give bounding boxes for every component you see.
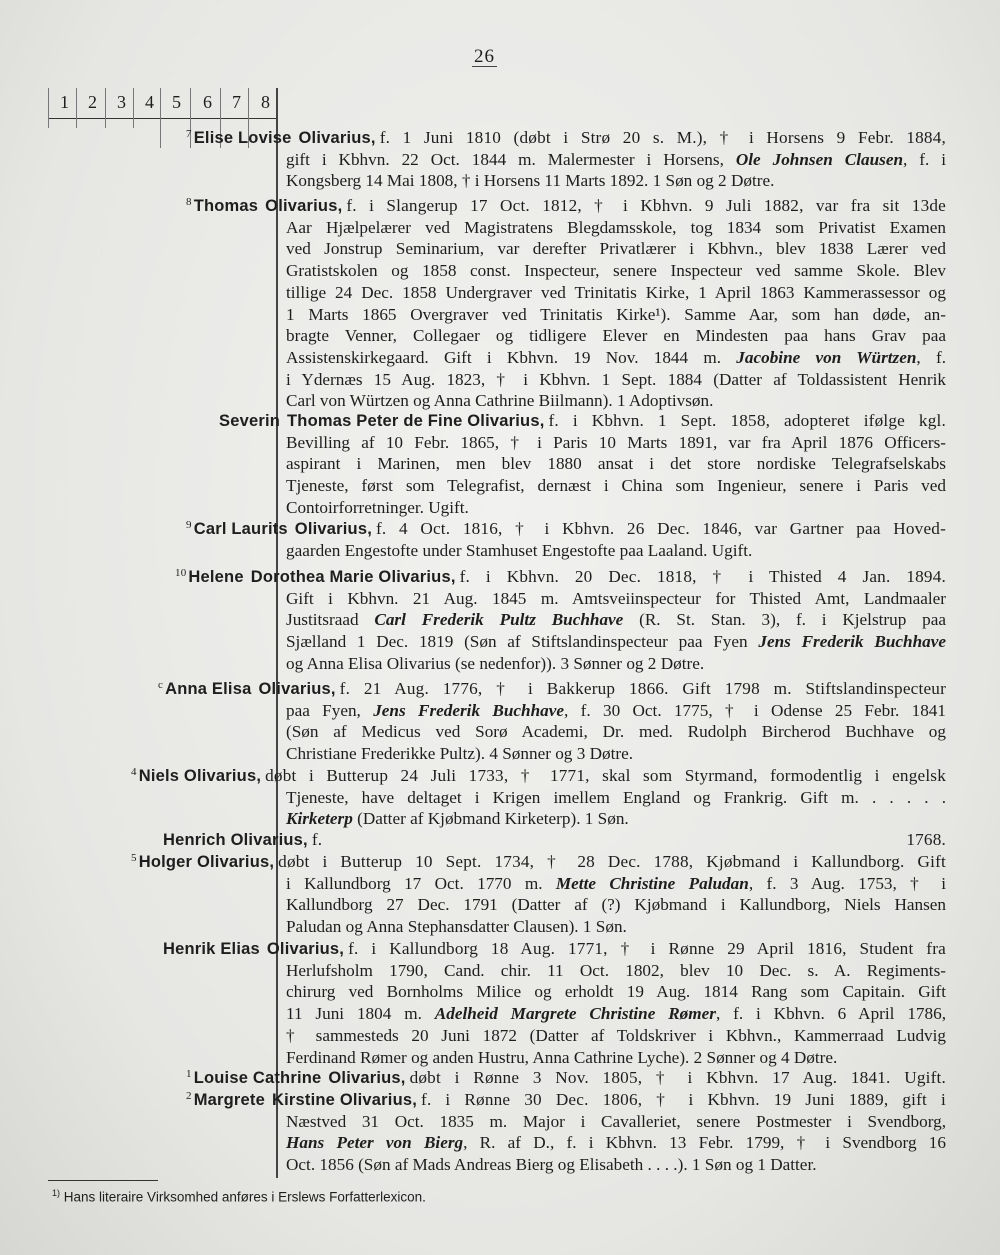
entry-text-line: Ferdinand Rømer og anden Hustru, Anna Cathrine Lyche). 2 Sønner og 4 Døtre. [286,1047,838,1067]
entry-text-line: tillige 24 Dec. 1858 Undergraver ved Trinitatis Kirke, 1 April 1863 Kammerassessor og [286,282,946,302]
entry-text-line: Kongsberg 14 Mai 1808, † i Horsens 11 Marts 1892. 1 Søn og 2 Døtre. [286,171,775,191]
entry-text-line: Oct. 1856 (Søn af Mads Andreas Bierg og Elisabeth . . . .). 1 Søn og 1 Datter. [286,1155,817,1175]
entry-text-line: gaarden Engestofte under Stamhuset Engestofte paa Laaland. Ugift. [286,540,753,560]
entry-text-line: chirurg ved Bornholms Milice og erholdt 19 Aug. 1814 Rang som Capitain. Gift [286,982,946,1002]
page-number: 26 [474,46,495,67]
entry-text-line: Kirketerp (Datter af Kjøbmand Kirketerp). 1 Søn. [286,809,629,829]
entry-text-line: Kallundborg 27 Dec. 1791 (Datter af (?) Kjøbmand i Kallundborg, Niels Hansen [286,895,946,915]
entry-surname: Olivarius, [266,940,345,958]
entry-first-line-text: f. i Kbhvn. 20 Dec. 1818, † i Thisted 4 Jan. 1894. [459,567,946,586]
entry-marker: 1 [186,1068,192,1080]
footnote-rule [48,1180,158,1181]
entry-text-line: i Ydernæs 15 Aug. 1823, † i Kbhvn. 1 Sept. 1884 (Datter af Toldassistent Henrik [286,369,946,389]
entry-name-line [175,566,946,587]
footnote [52,1188,426,1205]
entry-name-line [186,127,946,148]
entry-text-line: paa Fyen, Jens Frederik Buchhave, f. 30 Oct. 1775, † i Odense 25 Febr. 1841 [286,700,946,720]
entry-surname: Olivarius, [258,680,336,698]
entry-given-name: Henrich Olivarius, [163,831,308,849]
entry-text-line: Gratistskolen og 1858 const. Inspecteur, senere Inspecteur ved samme Skole. Blev [286,261,946,281]
entry-first-line-text: f. 1768. [311,830,946,849]
column-header: 7 [232,92,241,112]
column-header: 5 [172,92,181,112]
entry-name-line [186,1067,946,1088]
entry-marker: 9 [186,519,192,531]
entry-surname: Olivarius, [328,1069,406,1087]
entry-first-line-text: døbt i Butterup 24 Juli 1733, † 1771, skal som Styrmand, formodentlig i engelsk [265,766,946,785]
entry-text-line: Tjeneste, have deltaget i Krigen imellem England og Frankrig. Gift m. . . . . . [286,787,946,807]
entry-name-line [163,938,946,959]
column-header: 6 [203,92,212,112]
column-line [105,88,106,128]
entry-name-line [163,829,946,850]
entry-marker: 8 [186,196,192,208]
entry-given-name: Helene [188,568,244,586]
entry-text-line: Bevilling af 10 Febr. 1865, † i Paris 10 Marts 1891, var fra April 1876 Officers- [286,432,946,452]
entry-first-line-text: f. i Slangerup 17 Oct. 1812, † i Kbhvn. 9 Juli 1882, var fra sit 13de [346,196,946,215]
entry-first-line-text: døbt i Rønne 3 Nov. 1805, † i Kbhvn. 17 Aug. 1841. Ugift. [409,1068,946,1087]
entry-text-line: (Søn af Medicus ved Sorø Academi, Dr. med. Rudolph Bircherod Buchhave og [286,722,946,742]
column-line [133,88,134,128]
entry-text-line: aspirant i Marinen, men blev 1880 ansat i det store nordiske Telegrafselskabs [286,454,946,474]
entry-name-line [219,410,946,431]
entry-marker: 2 [186,1090,192,1102]
entry-text-line: Contoirforretninger. Ugift. [286,497,469,517]
entry-marker: 5 [131,852,137,864]
entry-first-line-text: f. i Kallundborg 18 Aug. 1771, † i Rønne 29 April 1816, Student fra [348,939,946,958]
column-line [76,88,77,128]
entry-text-line: 11 Juni 1804 m. Adelheid Margrete Christine Rømer, f. i Kbhvn. 6 April 1786, [286,1004,946,1024]
entry-surname: Kirstine Olivarius, [272,1091,418,1109]
entry-text-line: Assistenskirkegaard. Gift i Kbhvn. 19 Nov. 1844 m. Jacobine von Würtzen, f. [286,347,946,367]
column-header: 1 [60,92,69,112]
entry-text-line: i Kallundborg 17 Oct. 1770 m. Mette Christine Paludan, f. 3 Aug. 1753, † i [286,873,946,893]
entry-marker: 7 [186,128,192,140]
entry-text-line: Carl von Würtzen og Anna Cathrine Biilmann). 1 Adoptivsøn. [286,391,714,411]
entry-given-name: Niels Olivarius, [138,767,262,785]
entry-text-line: Herlufsholm 1790, Cand. chir. 11 Oct. 1802, blev 10 Dec. s. A. Regiments- [286,960,946,980]
entry-name-line [186,518,946,539]
entry-given-name: Severin [219,412,281,430]
entry-name-line [131,851,946,872]
entry-first-line-text: f. 4 Oct. 1816, † i Kbhvn. 26 Dec. 1846, var Gartner paa Hoved- [376,519,946,538]
column-header: 8 [261,92,270,112]
entry-surname: Dorothea Marie Olivarius, [250,568,456,586]
column-header: 2 [88,92,97,112]
entry-first-line-text: døbt i Butterup 10 Sept. 1734, † 28 Dec. 1788, Kjøbmand i Kallundborg. Gift [278,852,946,871]
entry-given-name: Henrik Elias [163,940,260,958]
column-line [48,88,49,128]
entry-first-line-text: f. i Kbhvn. 1 Sept. 1858, adopteret ifølge kgl. [548,411,946,430]
entry-text-line: Christiane Frederikke Pultz). 4 Sønner og 3 Døtre. [286,744,634,764]
entry-text-line: † sammesteds 20 Juni 1872 (Datter af Toldskriver i Kbhvn., Kammerraad Ludvig [286,1025,946,1045]
column-line [276,88,278,1178]
entry-marker: 10 [175,567,187,579]
entry-text-line: ved Jonstrup Seminarium, var derefter Privatlærer i Kbhvn., blev 1838 Lærer ved [286,239,946,259]
entry-text-line: Sjælland 1 Dec. 1819 (Søn af Stiftslandinspecteur paa Fyen Jens Frederik Buchhave [286,632,946,652]
entry-text-line: og Anna Elisa Olivarius (se nedenfor)). 3 Sønner og 2 Døtre. [286,653,705,673]
entry-surname: Olivarius, [294,520,372,538]
entry-given-name: Louise Cathrine [193,1069,322,1087]
entry-name-line [158,678,946,699]
entry-given-name: Anna Elisa [165,680,252,698]
entry-surname: Olivarius, [298,129,376,147]
footnote-text: Hans literaire Virksomhed anføres i Erslews Forfatterlexicon. [63,1189,426,1205]
entry-given-name: Margrete [193,1091,265,1109]
entry-text-line: gift i Kbhvn. 22 Oct. 1844 m. Malermester i Horsens, Ole Johnsen Clausen, f. i [286,149,947,169]
entry-text-line: Tjeneste, først som Telegrafist, dernæst i China som Ingenieur, senere i Paris ved [286,476,946,496]
entry-text-line: bragte Venner, Collegaer og tidligere Elever en Mindesten paa hans Grav paa [286,326,946,346]
entry-first-line-text: f. i Rønne 30 Dec. 1806, † i Kbhvn. 19 Juni 1889, gift i [421,1090,946,1109]
entry-first-line-text: f. 21 Aug. 1776, † i Bakkerup 1866. Gift 1798 m. Stiftslandinspecteur [339,679,946,698]
entry-given-name: Thomas [193,197,259,215]
entry-surname: Thomas Peter de Fine Olivarius, [287,412,545,430]
entry-name-line [186,195,946,216]
entry-text-line: 1 Marts 1865 Overgraver ved Trinitatis Kirke¹). Samme Aar, som han døde, an- [286,304,946,324]
entry-given-name: Elise Lovise [193,129,292,147]
entry-text-line: Hans Peter von Bierg, R. af D., f. i Kbhvn. 13 Febr. 1799, † i Svendborg 16 [286,1133,946,1153]
entry-text-line: Gift i Kbhvn. 21 Aug. 1845 m. Amtsveiinspecteur for Thisted Amt, Landmaaler [286,588,946,608]
footnote-marker: 1) [52,1188,61,1198]
entry-given-name: Carl Laurits [193,520,288,538]
entry-surname: Olivarius, [265,197,343,215]
column-header: 3 [117,92,126,112]
entry-marker: c [158,679,164,691]
entry-text-line: Justitsraad Carl Frederik Pultz Buchhave (R. St. Stan. 3), f. i Kjelstrup paa [286,610,946,630]
column-header: 4 [145,92,154,112]
entry-name-line [186,1089,946,1110]
entry-text-line: Aar Hjælpelærer ved Magistratens Blegdamsskole, tog 1834 som Privatist Examen [286,217,946,237]
entry-text-line: Næstved 31 Oct. 1835 m. Major i Cavalleriet, senere Postmester i Svendborg, [286,1111,946,1131]
entry-name-line [131,765,946,786]
column-line [160,88,161,148]
header-rule [48,118,278,119]
entry-given-name: Holger Olivarius, [138,853,275,871]
entry-marker: 4 [131,766,137,778]
entry-text-line: Paludan og Anna Stephansdatter Clausen). 1 Søn. [286,917,627,937]
entry-first-line-text: f. 1 Juni 1810 (døbt i Strø 20 s. M.), † i Horsens 9 Febr. 1884, [379,128,946,147]
